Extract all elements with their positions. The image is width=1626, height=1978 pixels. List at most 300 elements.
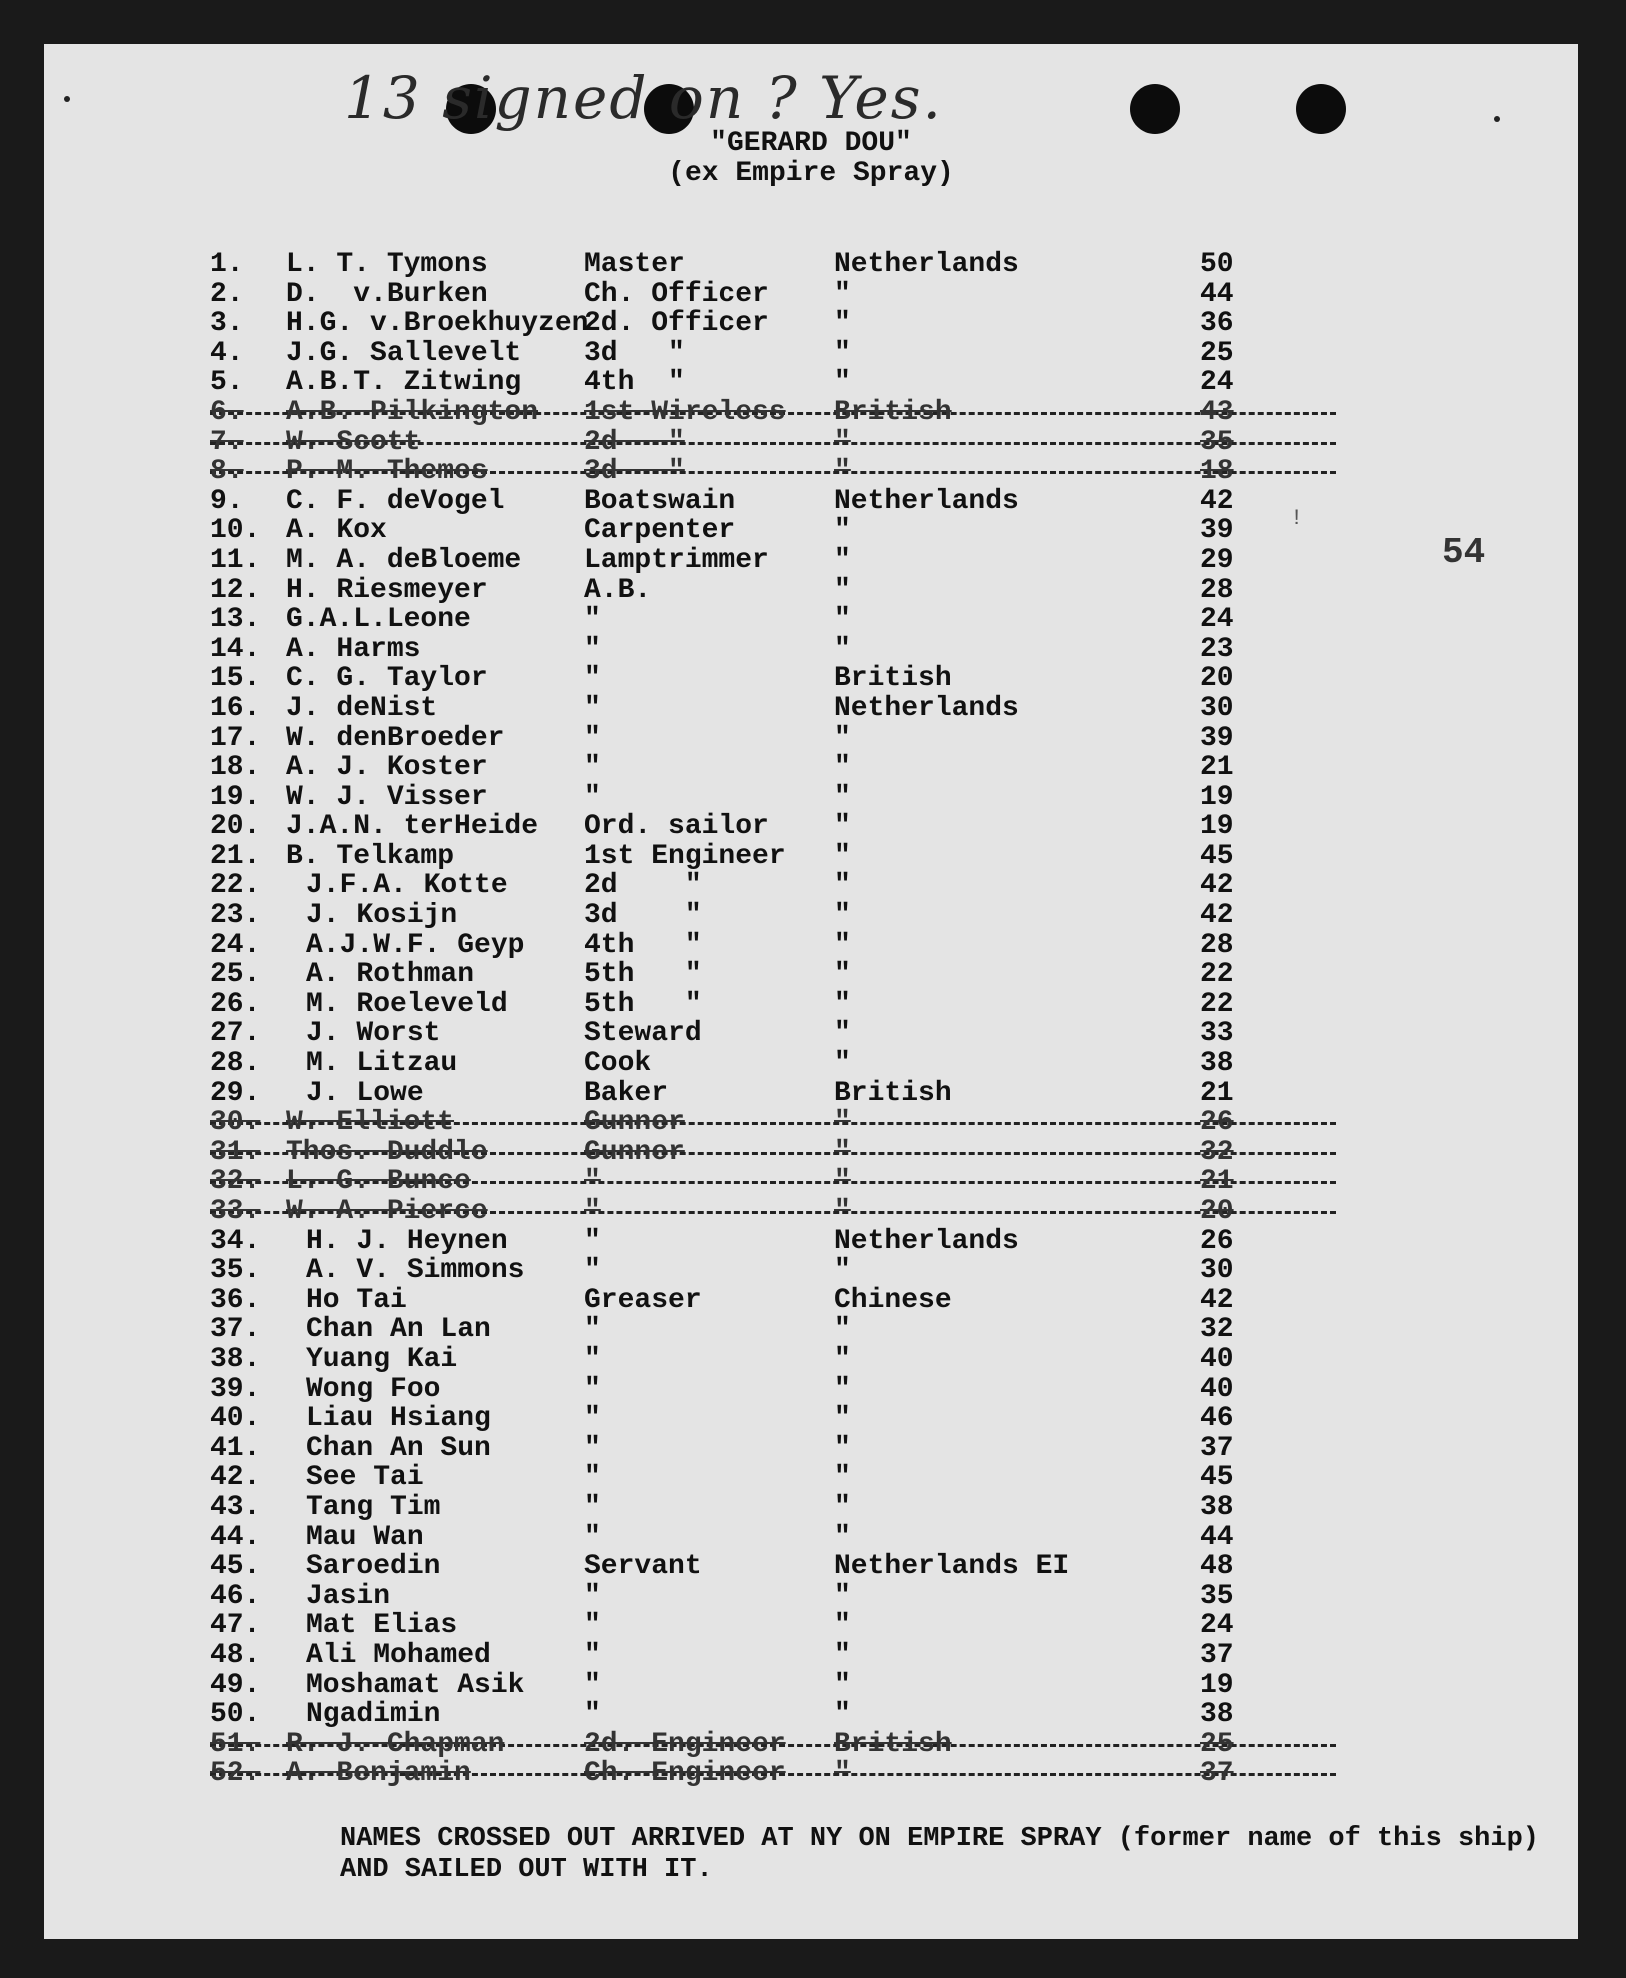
- crew-row: [164, 812, 1344, 842]
- crew-rank: 3d ": [584, 337, 685, 369]
- crew-row: [164, 1049, 1344, 1079]
- crew-rank: ": [584, 692, 601, 724]
- crew-number: 17.: [210, 722, 261, 754]
- crew-rank: ": [584, 1580, 601, 1612]
- crew-number: 21.: [210, 840, 261, 872]
- crew-age: 19: [1200, 1669, 1234, 1701]
- crew-age: 25: [1200, 1728, 1234, 1760]
- crew-age: 24: [1200, 1610, 1234, 1642]
- crew-name: C. F. deVogel: [286, 485, 505, 517]
- crew-age: 50: [1200, 249, 1234, 280]
- crew-row-crossed: [164, 1138, 1344, 1168]
- crew-number: 24.: [210, 929, 261, 961]
- crew-row: [164, 783, 1344, 813]
- crew-name: A. J. Koster: [286, 752, 488, 784]
- crew-row: [164, 635, 1344, 665]
- crew-name: M. Litzau: [306, 1048, 458, 1080]
- crew-age: 45: [1200, 1462, 1234, 1494]
- crew-name: Ngadimin: [306, 1699, 441, 1731]
- crew-rank: Ch. Officer: [584, 278, 769, 310]
- crew-nationality: ": [834, 811, 851, 843]
- handwritten-note: 13 signed on ? Yes.: [344, 64, 943, 132]
- crew-name: G.A.L.Leone: [286, 604, 471, 636]
- crew-rank: ": [584, 1225, 601, 1257]
- crew-nationality: ": [834, 1639, 851, 1671]
- crew-nationality: ": [834, 1521, 851, 1553]
- crew-nationality: ": [834, 544, 851, 576]
- crew-number: 22.: [210, 870, 261, 902]
- crew-nationality: ": [834, 278, 851, 310]
- crew-number: 26.: [210, 988, 261, 1020]
- crew-number: 51.: [210, 1728, 261, 1760]
- crew-rank: ": [584, 722, 601, 754]
- crew-name: R. J. Chapman: [286, 1728, 505, 1760]
- crew-row: [164, 1375, 1344, 1405]
- crew-age: 28: [1200, 929, 1234, 961]
- crew-number: 14.: [210, 633, 261, 665]
- crew-row: [164, 1345, 1344, 1375]
- crew-nationality: Chinese: [834, 1284, 952, 1316]
- ship-name-title: "GERARD DOU": [710, 128, 912, 159]
- crew-rank: 2d. Engineer: [584, 1728, 786, 1760]
- crew-age: 26: [1200, 1107, 1234, 1139]
- crew-rank: ": [584, 1343, 601, 1375]
- crew-age: 48: [1200, 1551, 1234, 1583]
- crew-nationality: ": [834, 988, 851, 1020]
- crew-row: [164, 960, 1344, 990]
- crew-rank: Master: [584, 249, 685, 280]
- crew-row: [164, 1227, 1344, 1257]
- crew-nationality: ": [834, 367, 851, 399]
- crew-name: A. Benjamin: [286, 1758, 471, 1790]
- crew-row: [164, 901, 1344, 931]
- crew-name: See Tai: [306, 1462, 424, 1494]
- crew-name: L. G. Bunce: [286, 1166, 471, 1198]
- crew-name: Ali Mohamed: [306, 1639, 491, 1671]
- crew-number: 10.: [210, 515, 261, 547]
- crew-name: Liau Hsiang: [306, 1403, 491, 1435]
- crew-row: [164, 753, 1344, 783]
- crew-age: 20: [1200, 1196, 1234, 1227]
- crew-number: 37.: [210, 1314, 261, 1346]
- crew-row: [164, 1493, 1344, 1523]
- crew-age: 44: [1200, 278, 1234, 310]
- crew-age: 19: [1200, 811, 1234, 843]
- crew-number: 50.: [210, 1699, 261, 1731]
- crew-nationality: ": [834, 456, 851, 488]
- crew-row: [164, 1552, 1344, 1582]
- crew-rank: Carpenter: [584, 515, 736, 547]
- crew-row: [164, 309, 1344, 339]
- crew-age: 28: [1200, 574, 1234, 606]
- crew-name: W. denBroeder: [286, 722, 505, 754]
- crew-rank: ": [584, 1166, 601, 1198]
- crew-rank: ": [584, 1699, 601, 1731]
- crew-rank: ": [584, 1373, 601, 1405]
- crew-nationality: ": [834, 574, 851, 606]
- crew-row: [164, 1019, 1344, 1049]
- crew-age: 44: [1200, 1521, 1234, 1553]
- speck: [64, 96, 70, 102]
- crew-number: 25.: [210, 959, 261, 991]
- crew-name: Thos. Duddle: [286, 1136, 488, 1168]
- crew-number: 1.: [210, 249, 244, 280]
- crew-number: 2.: [210, 278, 244, 310]
- crew-list: [164, 250, 1344, 1789]
- crew-age: 20: [1200, 663, 1234, 695]
- crew-row-crossed: [164, 428, 1344, 458]
- crew-rank: ": [584, 604, 601, 636]
- crew-age: 39: [1200, 515, 1234, 547]
- crew-number: 18.: [210, 752, 261, 784]
- crew-name: Jasin: [306, 1580, 391, 1612]
- crew-number: 23.: [210, 900, 261, 932]
- crew-rank: 3d ": [584, 456, 685, 488]
- crew-rank: ": [584, 1491, 601, 1523]
- crew-name: Yuang Kai: [306, 1343, 458, 1375]
- crew-row: [164, 546, 1344, 576]
- crew-nationality: ": [834, 1107, 851, 1139]
- crew-name: H. J. Heynen: [306, 1225, 508, 1257]
- crew-rank: Gunner: [584, 1136, 685, 1168]
- crew-number: 43.: [210, 1491, 261, 1523]
- crew-name: B. Telkamp: [286, 840, 455, 872]
- crew-number: 49.: [210, 1669, 261, 1701]
- crew-age: 30: [1200, 692, 1234, 724]
- crew-age: 43: [1200, 396, 1234, 428]
- crew-number: 40.: [210, 1403, 261, 1435]
- crew-name: Tang Tim: [306, 1491, 441, 1523]
- crew-name: A. Rothman: [306, 959, 475, 991]
- crew-number: 47.: [210, 1610, 261, 1642]
- crew-number: 15.: [210, 663, 261, 695]
- crew-name: M. Roeleveld: [306, 988, 508, 1020]
- crew-nationality: ": [834, 929, 851, 961]
- crew-nationality: ": [834, 1373, 851, 1405]
- crew-age: 40: [1200, 1343, 1234, 1375]
- crew-age: 37: [1200, 1639, 1234, 1671]
- crew-number: 42.: [210, 1462, 261, 1494]
- crew-rank: ": [584, 1639, 601, 1671]
- crew-nationality: Netherlands EI: [834, 1551, 1070, 1583]
- crew-name: P. M. Themes: [286, 456, 488, 488]
- crew-row: [164, 1286, 1344, 1316]
- crew-rank: Lamptrimmer: [584, 544, 769, 576]
- crew-age: 21: [1200, 1077, 1234, 1109]
- crew-nationality: ": [834, 308, 851, 340]
- crew-number: 4.: [210, 337, 244, 369]
- crew-rank: ": [584, 1255, 601, 1287]
- crew-age: 18: [1200, 456, 1234, 488]
- crew-rank: ": [584, 781, 601, 813]
- crew-nationality: ": [834, 515, 851, 547]
- crew-rank: ": [584, 1314, 601, 1346]
- crew-number: 12.: [210, 574, 261, 606]
- crew-rank: Servant: [584, 1551, 702, 1583]
- crew-number: 36.: [210, 1284, 261, 1316]
- crew-name: Ho Tai: [306, 1284, 407, 1316]
- crew-rank: Gunner: [584, 1107, 685, 1139]
- crew-row-crossed: [164, 1759, 1344, 1789]
- crew-age: 42: [1200, 900, 1234, 932]
- crew-age: 30: [1200, 1255, 1234, 1287]
- crew-number: 11.: [210, 544, 261, 576]
- crew-number: 48.: [210, 1639, 261, 1671]
- crew-name: W. Elliott: [286, 1107, 455, 1139]
- footer-note: NAMES CROSSED OUT ARRIVED AT NY ON EMPIRE SPRAY (former name of this ship) AND SAILED OUT WITH IT.: [340, 1824, 1539, 1885]
- crew-row: [164, 990, 1344, 1020]
- ship-former-name: (ex Empire Spray): [668, 158, 954, 189]
- crew-name: H.G. v.Broekhuyzen: [286, 308, 589, 340]
- crew-age: 38: [1200, 1048, 1234, 1080]
- crew-age: 38: [1200, 1491, 1234, 1523]
- crew-name: A. Harms: [286, 633, 421, 665]
- crew-rank: 2d ": [584, 870, 702, 902]
- crew-row: [164, 1256, 1344, 1286]
- crew-number: 44.: [210, 1521, 261, 1553]
- crew-rank: ": [584, 663, 601, 695]
- punch-hole: [1296, 84, 1346, 134]
- crew-age: 42: [1200, 485, 1234, 517]
- crew-rank: 1st Wireless: [584, 396, 786, 428]
- crew-rank: 5th ": [584, 988, 702, 1020]
- crew-number: 29.: [210, 1077, 261, 1109]
- crew-age: 46: [1200, 1403, 1234, 1435]
- crew-nationality: ": [834, 1669, 851, 1701]
- crew-number: 39.: [210, 1373, 261, 1405]
- crew-number: 27.: [210, 1018, 261, 1050]
- crew-rank: Cook: [584, 1048, 652, 1080]
- crew-name: C. G. Taylor: [286, 663, 488, 695]
- crew-nationality: ": [834, 604, 851, 636]
- crew-name: J.F.A. Kotte: [306, 870, 508, 902]
- crew-name: M. A. deBloeme: [286, 544, 522, 576]
- crew-row: [164, 1671, 1344, 1701]
- crew-nationality: ": [834, 722, 851, 754]
- crew-nationality: British: [834, 1077, 952, 1109]
- crew-nationality: ": [834, 1699, 851, 1731]
- crew-age: 42: [1200, 870, 1234, 902]
- crew-name: J. deNist: [286, 692, 438, 724]
- crew-row: [164, 724, 1344, 754]
- crew-row-crossed: [164, 398, 1344, 428]
- crew-rank: 3d ": [584, 900, 702, 932]
- crew-name: Mau Wan: [306, 1521, 424, 1553]
- crew-number: 28.: [210, 1048, 261, 1080]
- crew-rank: 2d. Officer: [584, 308, 769, 340]
- crew-name: Chan An Lan: [306, 1314, 491, 1346]
- crew-nationality: ": [834, 1314, 851, 1346]
- crew-nationality: ": [834, 1462, 851, 1494]
- crew-row: [164, 339, 1344, 369]
- crew-age: 26: [1200, 1225, 1234, 1257]
- crew-nationality: ": [834, 426, 851, 458]
- crew-nationality: ": [834, 1255, 851, 1287]
- crew-row: [164, 1315, 1344, 1345]
- crew-nationality: ": [834, 1610, 851, 1642]
- crew-number: 30.: [210, 1107, 261, 1139]
- crew-nationality: ": [834, 1018, 851, 1050]
- crew-row: [164, 516, 1344, 546]
- crew-number: 33.: [210, 1196, 261, 1227]
- crew-age: 19: [1200, 781, 1234, 813]
- crew-name: W. J. Visser: [286, 781, 488, 813]
- crew-name: J. Worst: [306, 1018, 441, 1050]
- crew-age: 32: [1200, 1314, 1234, 1346]
- crew-nationality: ": [834, 1196, 851, 1227]
- crew-nationality: ": [834, 1491, 851, 1523]
- crew-nationality: Netherlands: [834, 692, 1019, 724]
- crew-age: 23: [1200, 633, 1234, 665]
- crew-nationality: Netherlands: [834, 249, 1019, 280]
- punch-hole: [1130, 84, 1180, 134]
- crew-age: 25: [1200, 337, 1234, 369]
- crew-age: 21: [1200, 1166, 1234, 1198]
- crew-number: 38.: [210, 1343, 261, 1375]
- crew-name: J. Lowe: [306, 1077, 424, 1109]
- crew-age: 21: [1200, 752, 1234, 784]
- crew-name: A. Kox: [286, 515, 387, 547]
- crew-row: [164, 250, 1344, 280]
- document-page: [44, 44, 1578, 1939]
- crew-row: [164, 1434, 1344, 1464]
- crew-number: 9.: [210, 485, 244, 517]
- crew-rank: 1st Engineer: [584, 840, 786, 872]
- crew-rank: Baker: [584, 1077, 669, 1109]
- crew-row-crossed: [164, 1167, 1344, 1197]
- crew-nationality: ": [834, 959, 851, 991]
- crew-age: 45: [1200, 840, 1234, 872]
- crew-row: [164, 487, 1344, 517]
- crew-age: 37: [1200, 1758, 1234, 1790]
- crew-name: A. V. Simmons: [306, 1255, 525, 1287]
- crew-number: 52.: [210, 1758, 261, 1790]
- crew-row: [164, 1523, 1344, 1553]
- crew-nationality: ": [834, 1432, 851, 1464]
- crew-row: [164, 368, 1344, 398]
- crew-name: J.A.N. terHeide: [286, 811, 539, 843]
- crew-name: W. Scott: [286, 426, 421, 458]
- crew-name: Moshamat Asik: [306, 1669, 525, 1701]
- crew-nationality: British: [834, 663, 952, 695]
- crew-row: [164, 1463, 1344, 1493]
- crew-rank: ": [584, 1610, 601, 1642]
- speck: [1494, 116, 1500, 122]
- crew-rank: ": [584, 1432, 601, 1464]
- crew-number: 20.: [210, 811, 261, 843]
- crew-row: [164, 871, 1344, 901]
- crew-nationality: ": [834, 1136, 851, 1168]
- crew-rank: 4th ": [584, 929, 702, 961]
- crew-nationality: ": [834, 870, 851, 902]
- crew-age: 38: [1200, 1699, 1234, 1731]
- crew-rank: 4th ": [584, 367, 685, 399]
- crew-row: [164, 664, 1344, 694]
- crew-number: 16.: [210, 692, 261, 724]
- page-number: 54: [1442, 532, 1486, 573]
- margin-mark: !: [1290, 506, 1304, 531]
- crew-name: Mat Elias: [306, 1610, 458, 1642]
- crew-age: 33: [1200, 1018, 1234, 1050]
- crew-age: 37: [1200, 1432, 1234, 1464]
- crew-row: [164, 1404, 1344, 1434]
- crew-age: 24: [1200, 604, 1234, 636]
- crew-rank: Ord. sailor: [584, 811, 769, 843]
- crew-row: [164, 1079, 1344, 1109]
- crew-row: [164, 694, 1344, 724]
- crew-nationality: ": [834, 1403, 851, 1435]
- crew-nationality: ": [834, 1048, 851, 1080]
- crew-row: [164, 605, 1344, 635]
- crew-age: 35: [1200, 1580, 1234, 1612]
- crew-row-crossed: [164, 457, 1344, 487]
- crew-age: 40: [1200, 1373, 1234, 1405]
- crew-age: 24: [1200, 367, 1234, 399]
- crew-rank: Steward: [584, 1018, 702, 1050]
- crew-nationality: ": [834, 1166, 851, 1198]
- crew-row: [164, 576, 1344, 606]
- crew-nationality: ": [834, 840, 851, 872]
- crew-number: 6.: [210, 396, 244, 428]
- crew-nationality: Netherlands: [834, 1225, 1019, 1257]
- crew-nationality: British: [834, 396, 952, 428]
- crew-number: 45.: [210, 1551, 261, 1583]
- crew-nationality: Netherlands: [834, 485, 1019, 517]
- crew-age: 32: [1200, 1136, 1234, 1168]
- crew-age: 22: [1200, 988, 1234, 1020]
- crew-age: 35: [1200, 426, 1234, 458]
- crew-row-crossed: [164, 1730, 1344, 1760]
- crew-age: 39: [1200, 722, 1234, 754]
- crew-rank: ": [584, 752, 601, 784]
- crew-row: [164, 1641, 1344, 1671]
- crew-rank: Ch. Engineer: [584, 1758, 786, 1790]
- crew-number: 19.: [210, 781, 261, 813]
- crew-rank: ": [584, 1196, 601, 1227]
- crew-number: 34.: [210, 1225, 261, 1257]
- crew-nationality: ": [834, 1580, 851, 1612]
- crew-rank: ": [584, 1669, 601, 1701]
- crew-rank: Boatswain: [584, 485, 736, 517]
- crew-nationality: ": [834, 752, 851, 784]
- crew-rank: ": [584, 633, 601, 665]
- crew-row: [164, 1611, 1344, 1641]
- crew-row: [164, 1582, 1344, 1612]
- crew-number: 3.: [210, 308, 244, 340]
- crew-name: J.G. Sallevelt: [286, 337, 522, 369]
- crew-name: L. T. Tymons: [286, 249, 488, 280]
- crew-age: 29: [1200, 544, 1234, 576]
- crew-number: 41.: [210, 1432, 261, 1464]
- crew-nationality: ": [834, 337, 851, 369]
- crew-rank: 5th ": [584, 959, 702, 991]
- crew-name: Wong Foo: [306, 1373, 441, 1405]
- crew-number: 5.: [210, 367, 244, 399]
- crew-name: A.J.W.F. Geyp: [306, 929, 525, 961]
- crew-age: 22: [1200, 959, 1234, 991]
- crew-name: Chan An Sun: [306, 1432, 491, 1464]
- crew-number: 13.: [210, 604, 261, 636]
- crew-name: J. Kosijn: [306, 900, 458, 932]
- crew-nationality: ": [834, 1758, 851, 1790]
- crew-number: 32.: [210, 1166, 261, 1198]
- crew-nationality: British: [834, 1728, 952, 1760]
- crew-nationality: ": [834, 633, 851, 665]
- crew-number: 7.: [210, 426, 244, 458]
- crew-number: 31.: [210, 1136, 261, 1168]
- crew-nationality: ": [834, 900, 851, 932]
- crew-number: 35.: [210, 1255, 261, 1287]
